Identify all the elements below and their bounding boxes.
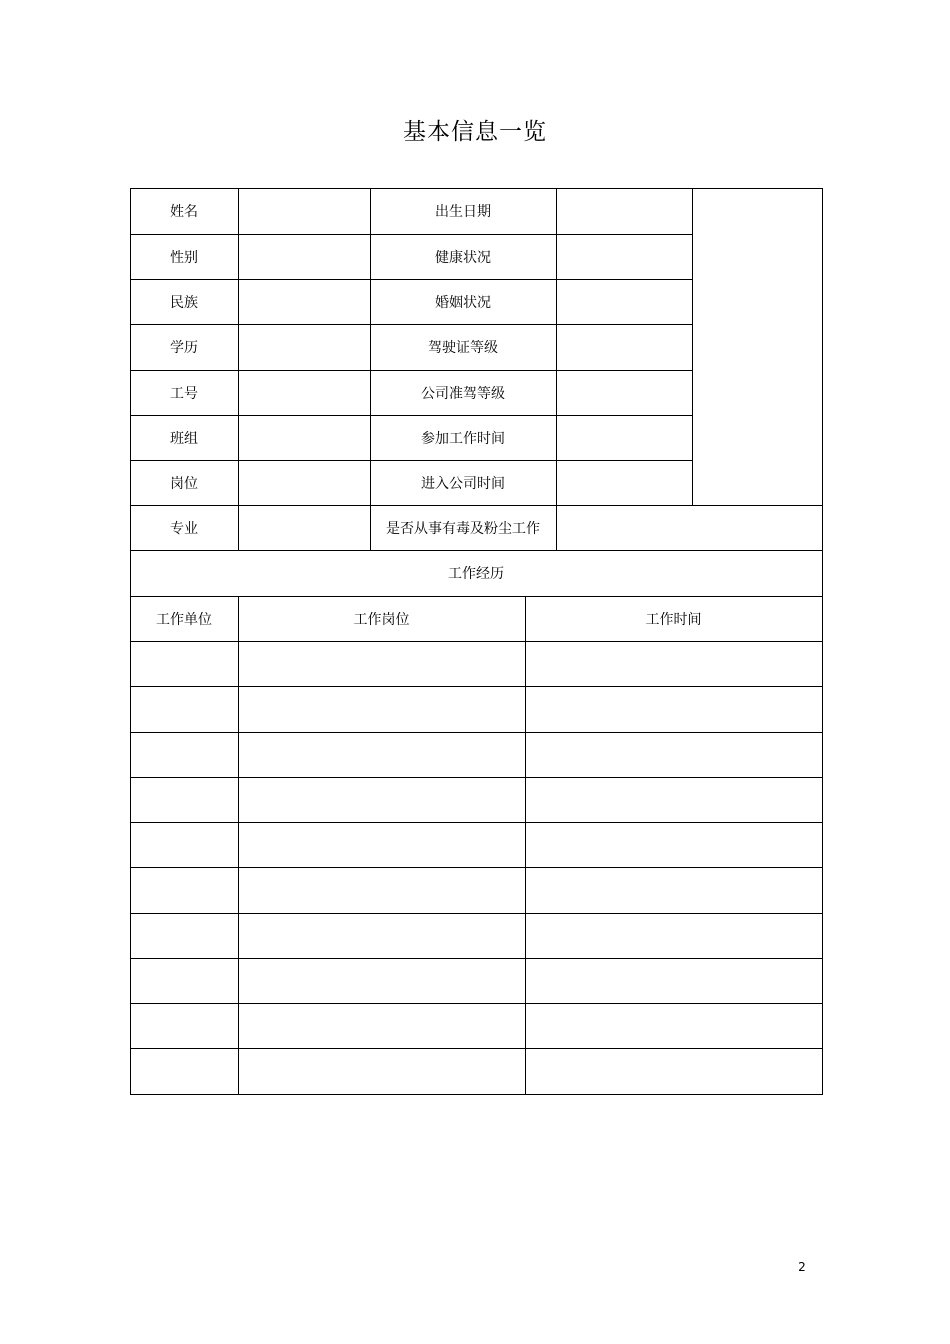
field-value-input[interactable]: [556, 188, 692, 234]
history-cell-input[interactable]: [525, 777, 822, 822]
field-value-input[interactable]: [556, 370, 692, 415]
history-cell-input[interactable]: [238, 1003, 525, 1048]
history-cell-input[interactable]: [238, 958, 525, 1003]
history-cell-input[interactable]: [525, 867, 822, 913]
field-value-input[interactable]: [238, 279, 370, 324]
field-label: 班组: [170, 430, 198, 447]
page-number: 2: [798, 1260, 806, 1274]
field-value-input[interactable]: [238, 324, 370, 370]
field-label: 出生日期: [435, 204, 491, 220]
history-cell-input[interactable]: [525, 913, 822, 958]
field-value-input[interactable]: [556, 505, 822, 550]
field-value-input[interactable]: [238, 234, 370, 279]
history-cell-input[interactable]: [130, 686, 238, 732]
field-label: 工号: [170, 385, 198, 402]
table-rule: [822, 188, 823, 1095]
field-value-input[interactable]: [238, 505, 370, 550]
history-cell-input[interactable]: [130, 641, 238, 686]
history-cell-input[interactable]: [525, 1003, 822, 1048]
history-cell-input[interactable]: [525, 958, 822, 1003]
field-label: 姓名: [170, 204, 198, 220]
history-cell-input[interactable]: [525, 641, 822, 686]
history-cell-input[interactable]: [238, 867, 525, 913]
section-title: 工作经历: [448, 566, 504, 582]
field-label: 驾驶证等级: [428, 340, 498, 356]
field-label: 进入公司时间: [421, 475, 505, 492]
field-value-input[interactable]: [238, 188, 370, 234]
history-cell-input[interactable]: [130, 1048, 238, 1094]
history-cell-input[interactable]: [525, 822, 822, 867]
field-label: 健康状况: [435, 249, 491, 266]
history-cell-input[interactable]: [130, 958, 238, 1003]
history-cell-input[interactable]: [130, 732, 238, 777]
field-value-input[interactable]: [238, 460, 370, 505]
photo-area: [692, 188, 822, 505]
column-header: 工作时间: [645, 611, 702, 628]
field-label: 学历: [170, 340, 198, 356]
field-value-input[interactable]: [556, 279, 692, 324]
field-value-input[interactable]: [238, 370, 370, 415]
history-cell-input[interactable]: [130, 777, 238, 822]
column-header: 工作单位: [156, 611, 212, 628]
history-cell-input[interactable]: [130, 822, 238, 867]
history-cell-input[interactable]: [238, 822, 525, 867]
field-value-input[interactable]: [556, 415, 692, 460]
page-title: 基本信息一览: [403, 119, 547, 145]
history-cell-input[interactable]: [238, 732, 525, 777]
field-label: 民族: [170, 294, 198, 311]
history-cell-input[interactable]: [130, 913, 238, 958]
column-header: 工作岗位: [353, 611, 410, 628]
history-cell-input[interactable]: [238, 641, 525, 686]
field-label: 婚姻状况: [435, 294, 491, 311]
history-cell-input[interactable]: [238, 1048, 525, 1094]
history-cell-input[interactable]: [525, 1048, 822, 1094]
history-cell-input[interactable]: [525, 732, 822, 777]
field-value-input[interactable]: [556, 324, 692, 370]
field-label: 专业: [170, 520, 198, 537]
field-label: 岗位: [170, 475, 198, 492]
table-rule: [130, 1094, 823, 1095]
history-cell-input[interactable]: [130, 1003, 238, 1048]
field-value-input[interactable]: [556, 460, 692, 505]
history-cell-input[interactable]: [130, 867, 238, 913]
field-label: 公司准驾等级: [421, 385, 505, 402]
field-label: 参加工作时间: [421, 430, 505, 447]
history-cell-input[interactable]: [238, 686, 525, 732]
history-cell-input[interactable]: [238, 913, 525, 958]
field-label: 性别: [170, 249, 198, 266]
history-cell-input[interactable]: [525, 686, 822, 732]
history-cell-input[interactable]: [238, 777, 525, 822]
field-value-input[interactable]: [238, 415, 370, 460]
field-value-input[interactable]: [556, 234, 692, 279]
field-label: 是否从事有毒及粉尘工作: [386, 520, 540, 537]
